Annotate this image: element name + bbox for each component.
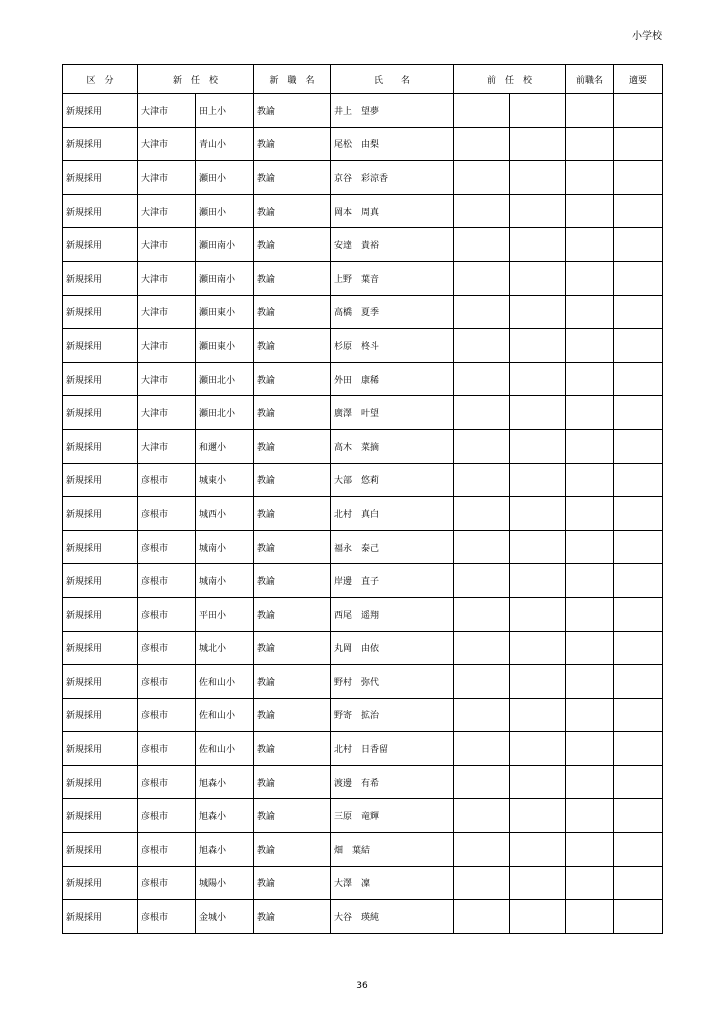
previous-title-cell bbox=[566, 261, 614, 295]
previous-city-cell bbox=[454, 329, 510, 363]
name-cell: 廣澤 叶望 bbox=[331, 396, 454, 430]
remarks-cell bbox=[614, 127, 663, 161]
header-previous-school: 前 任 校 bbox=[454, 65, 566, 94]
previous-school-cell bbox=[510, 497, 566, 531]
new-city-cell: 彦根市 bbox=[138, 833, 196, 867]
new-school-cell: 和邇小 bbox=[196, 429, 254, 463]
new-title-cell: 教諭 bbox=[254, 295, 331, 329]
previous-title-cell bbox=[566, 329, 614, 363]
personnel-table bbox=[62, 64, 663, 934]
previous-title-cell bbox=[566, 429, 614, 463]
new-city-cell: 大津市 bbox=[138, 161, 196, 195]
previous-school-cell bbox=[510, 463, 566, 497]
kubun-cell: 新規採用 bbox=[63, 631, 138, 665]
name-cell: 丸岡 由依 bbox=[331, 631, 454, 665]
previous-city-cell bbox=[454, 497, 510, 531]
name-cell: 渡邊 有希 bbox=[331, 765, 454, 799]
new-title-cell: 教諭 bbox=[254, 429, 331, 463]
previous-city-cell bbox=[454, 765, 510, 799]
new-school-cell: 瀬田東小 bbox=[196, 295, 254, 329]
new-city-cell: 彦根市 bbox=[138, 698, 196, 732]
remarks-cell bbox=[614, 228, 663, 262]
kubun-cell: 新規採用 bbox=[63, 564, 138, 598]
previous-school-cell bbox=[510, 194, 566, 228]
kubun-cell: 新規採用 bbox=[63, 463, 138, 497]
previous-school-cell bbox=[510, 295, 566, 329]
remarks-cell bbox=[614, 329, 663, 363]
previous-title-cell bbox=[566, 698, 614, 732]
table-row bbox=[63, 463, 663, 497]
remarks-cell bbox=[614, 261, 663, 295]
remarks-cell bbox=[614, 429, 663, 463]
previous-title-cell bbox=[566, 396, 614, 430]
new-school-cell: 瀬田北小 bbox=[196, 396, 254, 430]
table-row bbox=[63, 127, 663, 161]
remarks-cell bbox=[614, 530, 663, 564]
table-row bbox=[63, 530, 663, 564]
kubun-cell: 新規採用 bbox=[63, 228, 138, 262]
table-row bbox=[63, 94, 663, 128]
new-city-cell: 彦根市 bbox=[138, 497, 196, 531]
new-title-cell: 教諭 bbox=[254, 597, 331, 631]
new-title-cell: 教諭 bbox=[254, 900, 331, 934]
previous-title-cell bbox=[566, 194, 614, 228]
header-kubun: 区 分 bbox=[63, 65, 138, 94]
remarks-cell bbox=[614, 597, 663, 631]
name-cell: 福永 泰己 bbox=[331, 530, 454, 564]
table-row bbox=[63, 396, 663, 430]
previous-school-cell bbox=[510, 631, 566, 665]
new-title-cell: 教諭 bbox=[254, 631, 331, 665]
name-cell: 西尾 遥翔 bbox=[331, 597, 454, 631]
new-city-cell: 大津市 bbox=[138, 329, 196, 363]
previous-school-cell bbox=[510, 228, 566, 262]
previous-school-cell bbox=[510, 799, 566, 833]
previous-title-cell bbox=[566, 530, 614, 564]
name-cell: 野村 弥代 bbox=[331, 665, 454, 699]
new-title-cell: 教諭 bbox=[254, 732, 331, 766]
previous-city-cell bbox=[454, 665, 510, 699]
new-city-cell: 彦根市 bbox=[138, 530, 196, 564]
table-row bbox=[63, 732, 663, 766]
table-row bbox=[63, 900, 663, 934]
previous-title-cell bbox=[566, 631, 614, 665]
name-cell: 大谷 瑛純 bbox=[331, 900, 454, 934]
previous-title-cell bbox=[566, 564, 614, 598]
kubun-cell: 新規採用 bbox=[63, 161, 138, 195]
kubun-cell: 新規採用 bbox=[63, 866, 138, 900]
previous-title-cell bbox=[566, 295, 614, 329]
table-row bbox=[63, 631, 663, 665]
previous-school-cell bbox=[510, 161, 566, 195]
new-title-cell: 教諭 bbox=[254, 396, 331, 430]
new-title-cell: 教諭 bbox=[254, 362, 331, 396]
previous-title-cell bbox=[566, 362, 614, 396]
previous-title-cell bbox=[566, 665, 614, 699]
page-number: 36 bbox=[356, 981, 368, 991]
kubun-cell: 新規採用 bbox=[63, 329, 138, 363]
new-title-cell: 教諭 bbox=[254, 564, 331, 598]
new-city-cell: 彦根市 bbox=[138, 463, 196, 497]
remarks-cell bbox=[614, 161, 663, 195]
remarks-cell bbox=[614, 732, 663, 766]
new-school-cell: 瀬田南小 bbox=[196, 261, 254, 295]
new-school-cell: 旭森小 bbox=[196, 799, 254, 833]
header-previous-title: 前職名 bbox=[566, 65, 614, 94]
kubun-cell: 新規採用 bbox=[63, 765, 138, 799]
previous-city-cell bbox=[454, 261, 510, 295]
new-city-cell: 大津市 bbox=[138, 127, 196, 161]
new-city-cell: 大津市 bbox=[138, 362, 196, 396]
previous-school-cell bbox=[510, 833, 566, 867]
remarks-cell bbox=[614, 295, 663, 329]
new-city-cell: 大津市 bbox=[138, 429, 196, 463]
kubun-cell: 新規採用 bbox=[63, 597, 138, 631]
new-city-cell: 大津市 bbox=[138, 228, 196, 262]
kubun-cell: 新規採用 bbox=[63, 295, 138, 329]
remarks-cell bbox=[614, 497, 663, 531]
table-row bbox=[63, 362, 663, 396]
new-city-cell: 彦根市 bbox=[138, 564, 196, 598]
new-school-cell: 城南小 bbox=[196, 530, 254, 564]
new-school-cell: 瀬田小 bbox=[196, 161, 254, 195]
new-school-cell: 佐和山小 bbox=[196, 698, 254, 732]
new-title-cell: 教諭 bbox=[254, 329, 331, 363]
new-school-cell: 金城小 bbox=[196, 900, 254, 934]
new-school-cell: 城西小 bbox=[196, 497, 254, 531]
previous-city-cell bbox=[454, 732, 510, 766]
new-title-cell: 教諭 bbox=[254, 161, 331, 195]
new-title-cell: 教諭 bbox=[254, 765, 331, 799]
table-row bbox=[63, 833, 663, 867]
previous-title-cell bbox=[566, 765, 614, 799]
previous-school-cell bbox=[510, 396, 566, 430]
previous-school-cell bbox=[510, 900, 566, 934]
table-row bbox=[63, 597, 663, 631]
previous-city-cell bbox=[454, 127, 510, 161]
name-cell: 上野 葉音 bbox=[331, 261, 454, 295]
new-city-cell: 大津市 bbox=[138, 94, 196, 128]
new-city-cell: 大津市 bbox=[138, 295, 196, 329]
name-cell: 大部 悠莉 bbox=[331, 463, 454, 497]
new-city-cell: 彦根市 bbox=[138, 732, 196, 766]
remarks-cell bbox=[614, 665, 663, 699]
school-type-label: 小学校 bbox=[632, 31, 662, 42]
table-row bbox=[63, 295, 663, 329]
header-new-school: 新 任 校 bbox=[138, 65, 254, 94]
previous-school-cell bbox=[510, 765, 566, 799]
name-cell: 杉原 柊斗 bbox=[331, 329, 454, 363]
previous-city-cell bbox=[454, 631, 510, 665]
remarks-cell bbox=[614, 396, 663, 430]
name-cell: 岸邊 直子 bbox=[331, 564, 454, 598]
new-city-cell: 彦根市 bbox=[138, 900, 196, 934]
previous-city-cell bbox=[454, 900, 510, 934]
previous-city-cell bbox=[454, 463, 510, 497]
remarks-cell bbox=[614, 866, 663, 900]
new-city-cell: 彦根市 bbox=[138, 866, 196, 900]
remarks-cell bbox=[614, 799, 663, 833]
new-title-cell: 教諭 bbox=[254, 127, 331, 161]
kubun-cell: 新規採用 bbox=[63, 94, 138, 128]
remarks-cell bbox=[614, 765, 663, 799]
previous-school-cell bbox=[510, 127, 566, 161]
name-cell: 高木 菜摘 bbox=[331, 429, 454, 463]
previous-school-cell bbox=[510, 362, 566, 396]
kubun-cell: 新規採用 bbox=[63, 429, 138, 463]
remarks-cell bbox=[614, 94, 663, 128]
previous-school-cell bbox=[510, 698, 566, 732]
new-title-cell: 教諭 bbox=[254, 463, 331, 497]
new-school-cell: 瀬田東小 bbox=[196, 329, 254, 363]
header-new-title: 新 職 名 bbox=[254, 65, 331, 94]
name-cell: 外田 康稀 bbox=[331, 362, 454, 396]
remarks-cell bbox=[614, 194, 663, 228]
previous-school-cell bbox=[510, 564, 566, 598]
previous-title-cell bbox=[566, 900, 614, 934]
previous-title-cell bbox=[566, 127, 614, 161]
remarks-cell bbox=[614, 362, 663, 396]
name-cell: 北村 日香留 bbox=[331, 732, 454, 766]
new-title-cell: 教諭 bbox=[254, 194, 331, 228]
previous-title-cell bbox=[566, 497, 614, 531]
new-city-cell: 彦根市 bbox=[138, 799, 196, 833]
name-cell: 京谷 彩涼香 bbox=[331, 161, 454, 195]
previous-city-cell bbox=[454, 161, 510, 195]
table-row bbox=[63, 261, 663, 295]
name-cell: 畑 葉結 bbox=[331, 833, 454, 867]
remarks-cell bbox=[614, 463, 663, 497]
table-row bbox=[63, 799, 663, 833]
previous-city-cell bbox=[454, 530, 510, 564]
header-row bbox=[63, 65, 663, 94]
new-city-cell: 彦根市 bbox=[138, 665, 196, 699]
new-title-cell: 教諭 bbox=[254, 833, 331, 867]
new-school-cell: 青山小 bbox=[196, 127, 254, 161]
previous-city-cell bbox=[454, 396, 510, 430]
new-school-cell: 佐和山小 bbox=[196, 665, 254, 699]
kubun-cell: 新規採用 bbox=[63, 396, 138, 430]
kubun-cell: 新規採用 bbox=[63, 732, 138, 766]
new-school-cell: 城南小 bbox=[196, 564, 254, 598]
kubun-cell: 新規採用 bbox=[63, 261, 138, 295]
new-title-cell: 教諭 bbox=[254, 799, 331, 833]
new-city-cell: 彦根市 bbox=[138, 631, 196, 665]
new-school-cell: 旭森小 bbox=[196, 833, 254, 867]
previous-school-cell bbox=[510, 665, 566, 699]
new-title-cell: 教諭 bbox=[254, 94, 331, 128]
remarks-cell bbox=[614, 900, 663, 934]
previous-title-cell bbox=[566, 833, 614, 867]
new-city-cell: 彦根市 bbox=[138, 765, 196, 799]
new-title-cell: 教諭 bbox=[254, 228, 331, 262]
new-city-cell: 大津市 bbox=[138, 194, 196, 228]
previous-city-cell bbox=[454, 362, 510, 396]
header-remarks: 適要 bbox=[614, 65, 663, 94]
new-title-cell: 教諭 bbox=[254, 530, 331, 564]
kubun-cell: 新規採用 bbox=[63, 194, 138, 228]
new-title-cell: 教諭 bbox=[254, 497, 331, 531]
previous-title-cell bbox=[566, 866, 614, 900]
name-cell: 安達 貴裕 bbox=[331, 228, 454, 262]
previous-school-cell bbox=[510, 530, 566, 564]
table-row bbox=[63, 161, 663, 195]
table-row bbox=[63, 497, 663, 531]
table-row bbox=[63, 866, 663, 900]
new-school-cell: 佐和山小 bbox=[196, 732, 254, 766]
kubun-cell: 新規採用 bbox=[63, 833, 138, 867]
remarks-cell bbox=[614, 833, 663, 867]
previous-city-cell bbox=[454, 564, 510, 598]
name-cell: 尾松 由梨 bbox=[331, 127, 454, 161]
remarks-cell bbox=[614, 631, 663, 665]
previous-school-cell bbox=[510, 94, 566, 128]
previous-city-cell bbox=[454, 597, 510, 631]
previous-city-cell bbox=[454, 429, 510, 463]
kubun-cell: 新規採用 bbox=[63, 530, 138, 564]
previous-school-cell bbox=[510, 866, 566, 900]
new-school-cell: 城北小 bbox=[196, 631, 254, 665]
previous-city-cell bbox=[454, 833, 510, 867]
previous-school-cell bbox=[510, 261, 566, 295]
previous-city-cell bbox=[454, 228, 510, 262]
table-row bbox=[63, 665, 663, 699]
name-cell: 高橋 夏季 bbox=[331, 295, 454, 329]
table-row bbox=[63, 329, 663, 363]
table-row bbox=[63, 194, 663, 228]
kubun-cell: 新規採用 bbox=[63, 127, 138, 161]
previous-city-cell bbox=[454, 194, 510, 228]
name-cell: 野寄 拡治 bbox=[331, 698, 454, 732]
previous-school-cell bbox=[510, 597, 566, 631]
new-school-cell: 瀬田北小 bbox=[196, 362, 254, 396]
previous-city-cell bbox=[454, 94, 510, 128]
previous-city-cell bbox=[454, 799, 510, 833]
new-title-cell: 教諭 bbox=[254, 665, 331, 699]
kubun-cell: 新規採用 bbox=[63, 665, 138, 699]
table-row bbox=[63, 429, 663, 463]
new-title-cell: 教諭 bbox=[254, 866, 331, 900]
previous-title-cell bbox=[566, 463, 614, 497]
name-cell: 井上 望夢 bbox=[331, 94, 454, 128]
header-name: 氏 名 bbox=[331, 65, 454, 94]
previous-city-cell bbox=[454, 866, 510, 900]
kubun-cell: 新規採用 bbox=[63, 900, 138, 934]
table-row bbox=[63, 564, 663, 598]
name-cell: 三原 竜輝 bbox=[331, 799, 454, 833]
new-school-cell: 城陽小 bbox=[196, 866, 254, 900]
previous-title-cell bbox=[566, 228, 614, 262]
new-school-cell: 平田小 bbox=[196, 597, 254, 631]
previous-school-cell bbox=[510, 429, 566, 463]
name-cell: 岡本 周真 bbox=[331, 194, 454, 228]
name-cell: 北村 真白 bbox=[331, 497, 454, 531]
previous-school-cell bbox=[510, 329, 566, 363]
new-city-cell: 大津市 bbox=[138, 261, 196, 295]
kubun-cell: 新規採用 bbox=[63, 698, 138, 732]
table-row bbox=[63, 765, 663, 799]
new-title-cell: 教諭 bbox=[254, 261, 331, 295]
remarks-cell bbox=[614, 698, 663, 732]
previous-title-cell bbox=[566, 94, 614, 128]
kubun-cell: 新規採用 bbox=[63, 362, 138, 396]
kubun-cell: 新規採用 bbox=[63, 497, 138, 531]
new-school-cell: 瀬田南小 bbox=[196, 228, 254, 262]
previous-title-cell bbox=[566, 732, 614, 766]
previous-title-cell bbox=[566, 597, 614, 631]
previous-title-cell bbox=[566, 799, 614, 833]
table-row bbox=[63, 228, 663, 262]
new-school-cell: 瀬田小 bbox=[196, 194, 254, 228]
table-row bbox=[63, 698, 663, 732]
previous-city-cell bbox=[454, 295, 510, 329]
new-school-cell: 旭森小 bbox=[196, 765, 254, 799]
new-city-cell: 大津市 bbox=[138, 396, 196, 430]
remarks-cell bbox=[614, 564, 663, 598]
new-school-cell: 城東小 bbox=[196, 463, 254, 497]
new-title-cell: 教諭 bbox=[254, 698, 331, 732]
new-school-cell: 田上小 bbox=[196, 94, 254, 128]
previous-city-cell bbox=[454, 698, 510, 732]
previous-title-cell bbox=[566, 161, 614, 195]
previous-school-cell bbox=[510, 732, 566, 766]
new-city-cell: 彦根市 bbox=[138, 597, 196, 631]
kubun-cell: 新規採用 bbox=[63, 799, 138, 833]
name-cell: 大澤 凜 bbox=[331, 866, 454, 900]
